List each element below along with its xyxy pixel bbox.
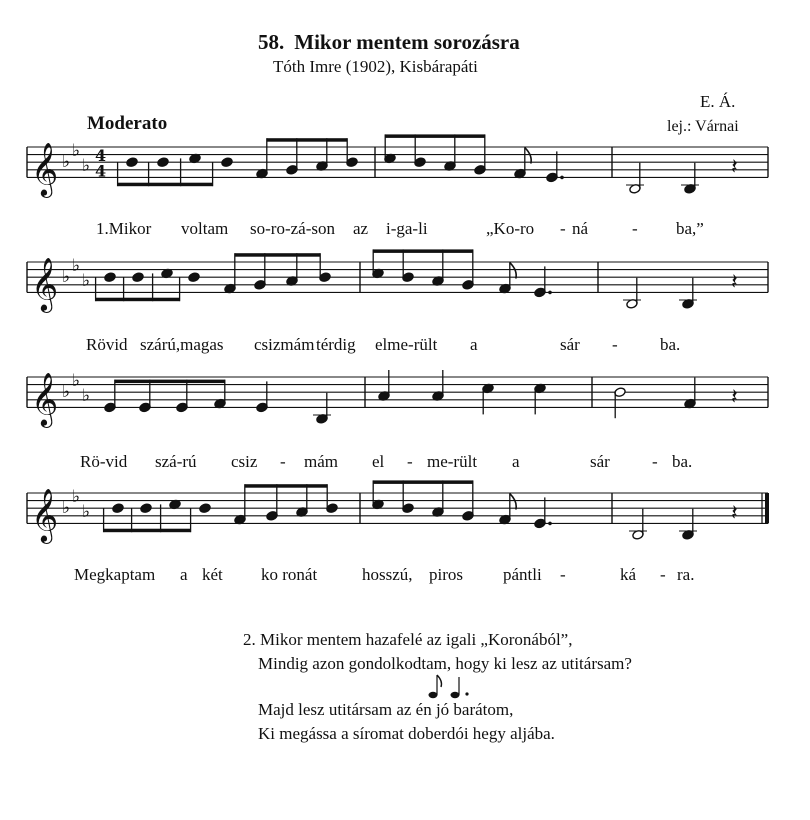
- note-beam: [104, 529, 191, 533]
- time-signature-top: 4: [95, 146, 107, 166]
- note-flag: [510, 263, 516, 279]
- note-flag: [510, 494, 516, 510]
- note-head: [221, 157, 233, 168]
- note-beam: [385, 134, 485, 138]
- note-head: [451, 692, 460, 698]
- flat-sign: ♭: [82, 271, 91, 291]
- quarter-rest-icon: 𝄽: [731, 269, 738, 295]
- note-flag: [525, 148, 531, 164]
- lyric-syllable: csizmám: [254, 335, 315, 354]
- lyric-syllable: „Ko-ro: [486, 219, 535, 238]
- lyric-syllable: -: [280, 452, 286, 471]
- lyric-syllable: Megkaptam: [74, 565, 156, 584]
- time-signature-bottom: 4: [95, 161, 107, 181]
- lyric-syllable: a: [180, 565, 188, 584]
- flat-sign: ♭: [72, 255, 81, 276]
- flat-sign: ♭: [82, 502, 91, 522]
- verse2-line-3: Majd lesz utitársam az én jó barátom,: [258, 700, 514, 719]
- lyric-syllable: ko ronát: [261, 565, 318, 584]
- lyric-syllable: -: [632, 219, 638, 238]
- lyric-syllable: szárú,magas: [140, 335, 224, 354]
- lyric-syllable: -: [612, 335, 618, 354]
- note-head: [199, 503, 211, 514]
- note-beam: [235, 253, 320, 257]
- lyric-syllable: el: [372, 452, 385, 471]
- song-source: Tóth Imre (1902), Kisbárapáti: [273, 57, 478, 76]
- dot: [548, 291, 552, 295]
- lyric-syllable: ká: [620, 565, 637, 584]
- lyric-syllable: hosszú,: [362, 565, 413, 584]
- flat-sign: ♭: [82, 156, 91, 176]
- dot: [465, 692, 468, 695]
- note-beam: [267, 138, 347, 142]
- lyric-syllable: a: [512, 452, 520, 471]
- note-head: [140, 503, 152, 514]
- lyric-syllable: voltam: [181, 219, 229, 238]
- lyric-syllable: csiz: [231, 452, 258, 471]
- lyric-syllable: -: [652, 452, 658, 471]
- lyric-syllable: térdig: [316, 335, 356, 354]
- song-title-text: Mikor mentem sorozásra: [294, 30, 520, 54]
- lyric-syllable: -: [560, 565, 566, 584]
- final-barline-thick: [765, 493, 769, 523]
- note-head: [112, 503, 124, 514]
- flat-sign: ♭: [62, 382, 71, 403]
- lyric-syllable: a: [470, 335, 478, 354]
- lyric-syllable: az: [353, 219, 369, 238]
- verse2-line-1: 2. Mikor mentem hazafelé az igali „Koronából”,: [243, 630, 573, 649]
- note-head: [188, 272, 200, 283]
- lyric-syllable: két: [202, 565, 223, 584]
- flat-sign: ♭: [62, 498, 71, 519]
- verse2-line-4: Ki megássa a síromat doberdói hegy aljába.: [258, 724, 555, 743]
- lyric-syllable: Rö-vid: [80, 452, 128, 471]
- quarter-rest-icon: 𝄽: [731, 154, 738, 180]
- lyric-syllable: sár: [590, 452, 610, 471]
- note-head: [126, 157, 138, 168]
- lyric-syllable: mám: [304, 452, 338, 471]
- note-flag: [437, 675, 442, 687]
- note-beam: [373, 249, 473, 253]
- lyric-syllable: piros: [429, 565, 463, 584]
- lyric-syllable: so-ro-zá-son: [250, 219, 335, 238]
- lyric-syllable: -: [560, 219, 566, 238]
- lyric-syllable: -: [660, 565, 666, 584]
- arranger-credit: lej.: Várnai: [667, 118, 739, 135]
- lyric-syllable: -: [407, 452, 413, 471]
- lyric-syllable: szá-rú: [155, 452, 197, 471]
- tempo-marking: Moderato: [87, 113, 168, 134]
- lyric-syllable: ra.: [677, 565, 695, 584]
- note-head: [429, 692, 438, 698]
- treble-clef-icon: 𝄞: [31, 256, 59, 311]
- flat-sign: ♭: [72, 486, 81, 507]
- lyric-syllable: ba,”: [676, 219, 704, 238]
- lyric-syllable: 1.Mikor: [96, 219, 152, 238]
- note-beam: [245, 484, 327, 488]
- flat-sign: ♭: [72, 370, 81, 391]
- lyric-syllable: ba.: [672, 452, 693, 471]
- note-head: [157, 157, 169, 168]
- flat-sign: ♭: [82, 386, 91, 406]
- collector-initials: E. Á.: [700, 92, 736, 111]
- dot: [560, 176, 564, 180]
- flat-sign: ♭: [62, 267, 71, 288]
- song-number: 58.: [258, 30, 285, 54]
- flat-sign: ♭: [62, 152, 71, 173]
- note-head: [132, 272, 144, 283]
- lyric-syllable: ba.: [660, 335, 681, 354]
- lyric-syllable: ná: [572, 219, 589, 238]
- quarter-rest-icon: 𝄽: [731, 384, 738, 410]
- quarter-rest-icon: 𝄽: [731, 500, 738, 526]
- lyric-syllable: Rövid: [86, 335, 128, 354]
- note-beam: [96, 298, 180, 302]
- flat-sign: ♭: [72, 140, 81, 161]
- treble-clef-icon: 𝄞: [31, 487, 59, 542]
- verse2-line-2: Mindig azon gondolkodtam, hogy ki lesz az utitársam?: [258, 654, 632, 673]
- lyric-syllable: i-ga-li: [386, 219, 428, 238]
- lyric-syllable: pántli: [503, 565, 542, 584]
- note-head: [104, 272, 116, 283]
- lyric-syllable: me-rült: [427, 452, 478, 471]
- treble-clef-icon: 𝄞: [31, 371, 59, 426]
- dot: [548, 522, 552, 526]
- note-beam: [373, 480, 473, 484]
- note-beam: [118, 183, 213, 187]
- lyric-syllable: sár: [560, 335, 580, 354]
- treble-clef-icon: 𝄞: [31, 141, 59, 196]
- note-beam: [115, 380, 225, 384]
- lyric-syllable: elme-rült: [375, 335, 438, 354]
